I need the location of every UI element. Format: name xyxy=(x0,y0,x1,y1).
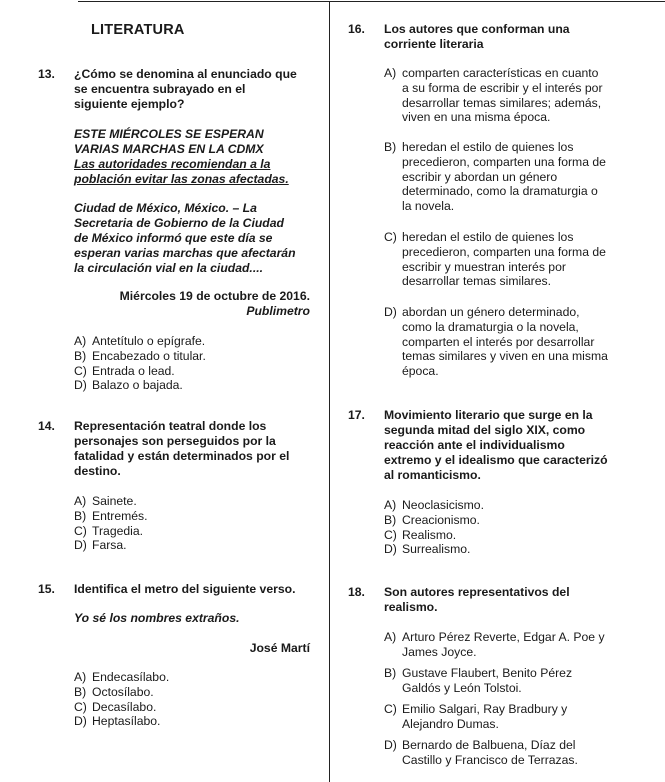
option-d[interactable]: D) abordan un género determinado, como la dramaturgia o la novela, comparten el interés por desarrollar temas similares y viven en una misma época. xyxy=(384,305,608,379)
option-c[interactable]: C) Emilio Salgari, Ray Bradbury y Alejandro Dumas. xyxy=(384,702,568,731)
option-a[interactable]: A) comparten características en cuanto a su forma de escribir y el interés por desarrollar temas similares; además, viven en una misma época. xyxy=(384,66,603,125)
option-a[interactable]: A) Endecasílabo. xyxy=(74,670,170,684)
option-d[interactable]: D) Heptasílabo. xyxy=(74,714,161,729)
question-number: 13. xyxy=(38,67,55,81)
option-c[interactable]: C) heredan el estilo de quienes los precedieron, comparten una forma de escribir y muestran interés por desarrollar temas similares. xyxy=(384,230,606,289)
option-d[interactable]: D) Farsa. xyxy=(74,538,127,553)
news-underlined-subhead: Las autoridades recomiendan a la población evitar las zonas afectadas. xyxy=(74,157,289,186)
question-stem: Representación teatral donde los personajes son perseguidos por la fatalidad y están determinados por el destino. xyxy=(74,419,290,478)
question-number: 16. xyxy=(348,22,365,36)
options-17 xyxy=(384,498,634,557)
question-stem: Son autores representativos del realismo. xyxy=(384,585,570,614)
options-15 xyxy=(74,670,314,729)
option-d[interactable]: D) Surrealismo. xyxy=(384,542,471,557)
option-d[interactable]: D) Balazo o bajada. xyxy=(74,378,183,393)
option-c[interactable]: C) Decasílabo. xyxy=(74,699,157,714)
option-b[interactable]: B) Encabezado o titular. xyxy=(74,348,206,363)
option-d[interactable]: D) Bernardo de Balbuena, Díaz del Castillo y Francisco de Terrazas. xyxy=(384,738,578,767)
question-number: 17. xyxy=(348,408,365,422)
option-a[interactable]: A) Neoclasicismo. xyxy=(384,498,484,512)
column-divider xyxy=(329,2,330,782)
option-c[interactable]: C) Tragedia. xyxy=(74,523,144,538)
question-stem: Identifica el metro del siguiente verso. xyxy=(74,582,296,596)
verse: Yo sé los nombres extraños. xyxy=(74,611,240,625)
news-headline: ESTE MIÉRCOLES SE ESPERAN VARIAS MARCHAS EN LA CDMX xyxy=(74,127,264,156)
question-stem: ¿Cómo se denomina al enunciado que se encuentra subrayado en el siguiente ejemplo? xyxy=(74,67,297,111)
news-body: Ciudad de México, México. – La Secretaria de Gobierno de la Ciudad de México informó que este día se esperan varias marchas que afectarán la circulación vial en la ciudad.... xyxy=(74,201,296,275)
option-b[interactable]: B) Creacionismo. xyxy=(384,512,480,527)
question-number: 14. xyxy=(38,419,55,433)
option-b[interactable]: B) Octosílabo. xyxy=(74,684,154,699)
options-13 xyxy=(74,334,314,393)
option-b[interactable]: B) heredan el estilo de quienes los precedieron, comparten una forma de escribir y abordan un género determinado, como la dramaturgia o la novela. xyxy=(384,140,606,214)
option-c[interactable]: C) Realismo. xyxy=(384,527,457,542)
option-c[interactable]: C) Entrada o lead. xyxy=(74,363,175,378)
option-b[interactable]: B) Gustave Flaubert, Benito Pérez Galdós y León Tolstoi. xyxy=(384,666,573,695)
verse-author: José Martí xyxy=(249,641,310,655)
option-b[interactable]: B) Entremés. xyxy=(74,508,148,523)
option-a[interactable]: A) Antetítulo o epígrafe. xyxy=(74,334,206,348)
question-stem: Movimiento literario que surge en la segunda mitad del siglo XIX, como reacción ante el individualismo extremo y el idealismo que caracterizó al romanticismo. xyxy=(384,408,608,482)
option-a[interactable]: A) Arturo Pérez Reverte, Edgar A. Poe y James Joyce. xyxy=(384,630,605,659)
options-14 xyxy=(74,494,314,553)
question-stem: Los autores que conforman una corriente literaria xyxy=(384,22,570,51)
news-source: Publimetro xyxy=(246,304,310,318)
section-title: LITERATURA xyxy=(91,22,185,38)
news-date: Miércoles 19 de octubre de 2016. xyxy=(119,289,310,303)
question-number: 18. xyxy=(348,585,365,599)
top-rule xyxy=(78,1,665,2)
option-a[interactable]: A) Sainete. xyxy=(74,494,137,508)
question-number: 15. xyxy=(38,582,55,596)
